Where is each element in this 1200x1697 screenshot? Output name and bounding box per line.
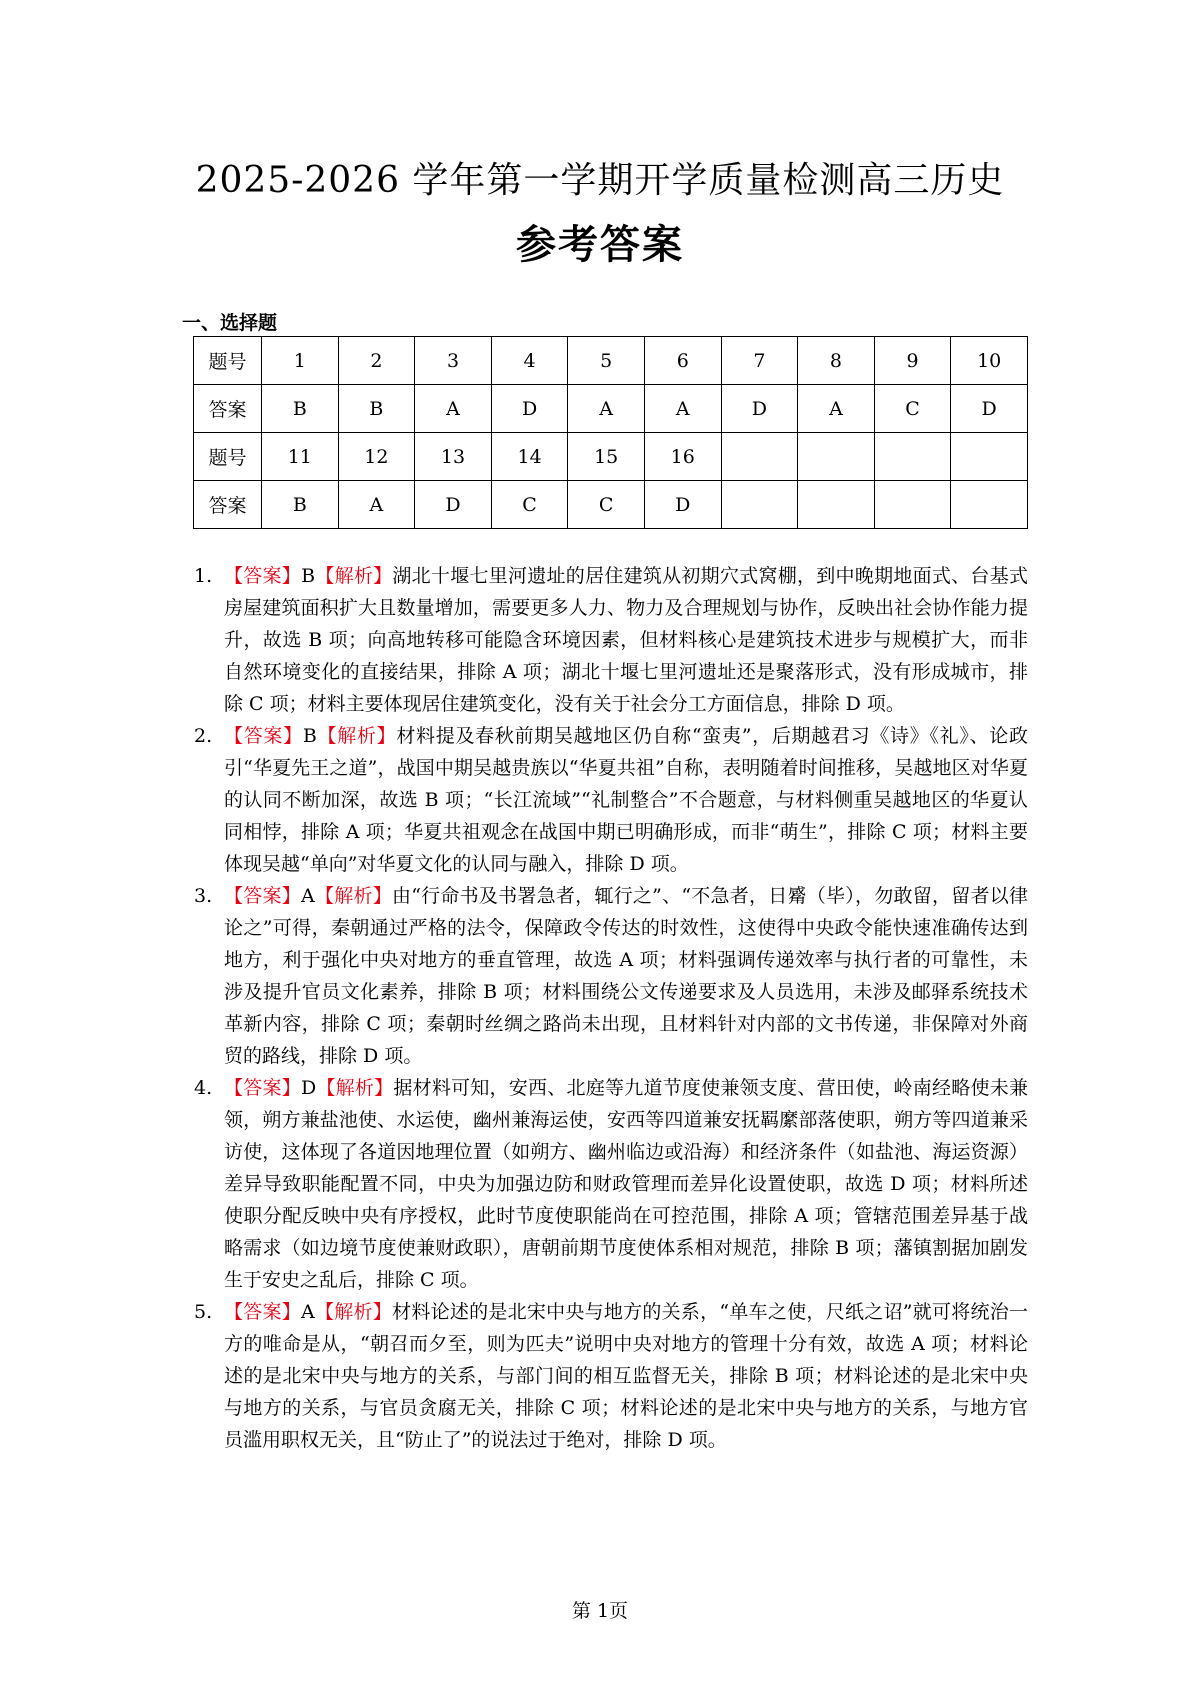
table-cell: A bbox=[644, 385, 721, 433]
table-cell bbox=[951, 481, 1028, 529]
question-number: 3. bbox=[194, 885, 213, 907]
analysis-tag: 【解析】 bbox=[314, 1301, 393, 1323]
table-cell: 6 bbox=[644, 337, 721, 385]
section-heading: 一、选择题 bbox=[182, 312, 278, 334]
answer-tag: 【答案】 bbox=[224, 1301, 302, 1323]
explanation-item-4 bbox=[194, 1072, 1028, 1296]
question-number: 1. bbox=[194, 565, 213, 587]
table-cell: D bbox=[415, 481, 492, 529]
table-cell: C bbox=[874, 385, 951, 433]
answer-tag: 【答案】 bbox=[224, 1077, 301, 1099]
table-cell: 7 bbox=[721, 337, 798, 385]
table-cell: D bbox=[721, 385, 798, 433]
table-cell: 11 bbox=[262, 433, 339, 481]
answer-table bbox=[193, 336, 1028, 529]
analysis-text: 据材料可知，安西、北庭等九道节度使兼领支度、营田使，岭南经略使未兼领，朔方兼盐池使、水运使，幽州兼海运使，安西等四道兼安抚羁縻部落使职，朔方等四道兼采访使，这体现了各道因地理位置（如朔方、幽州临边或沿海）和经济条件（如盐池、海运资源）差异导致职能配置不同，中央为加强边防和财政管理而差异化设置使职，故选 D 项；材料所述使职分配反映中央有序授权，此时节度使职能尚在可控范围，排除 A 项；管辖范围差异基于战略需求（如边境节度使兼财政职），唐朝前期节度使体系相对规范，排除 B 项；藩镇割据加剧发生于安史之乱后，排除 C 项。 bbox=[224, 1077, 1028, 1291]
table-cell: 16 bbox=[644, 433, 721, 481]
table-cell: 4 bbox=[491, 337, 568, 385]
question-number: 2. bbox=[194, 725, 213, 747]
table-cell: C bbox=[491, 481, 568, 529]
table-cell bbox=[874, 433, 951, 481]
analysis-tag: 【解析】 bbox=[316, 725, 397, 747]
row-label-question: 题号 bbox=[194, 337, 262, 385]
explanation-item-1 bbox=[194, 560, 1028, 720]
table-row-answers-1 bbox=[194, 385, 1028, 433]
table-cell bbox=[951, 433, 1028, 481]
table-cell bbox=[798, 481, 875, 529]
table-cell: 3 bbox=[415, 337, 492, 385]
answer-letter: A bbox=[301, 1301, 315, 1323]
table-row-question-numbers-1 bbox=[194, 337, 1028, 385]
table-cell: 1 bbox=[262, 337, 339, 385]
answer-letter: B bbox=[301, 565, 316, 587]
row-label-answer: 答案 bbox=[194, 385, 262, 433]
table-cell bbox=[798, 433, 875, 481]
table-cell: 12 bbox=[338, 433, 415, 481]
table-cell: 9 bbox=[874, 337, 951, 385]
table-cell: 10 bbox=[951, 337, 1028, 385]
table-cell bbox=[721, 481, 798, 529]
table-row-answers-2 bbox=[194, 481, 1028, 529]
analysis-tag: 【解析】 bbox=[316, 1077, 394, 1099]
table-cell: 14 bbox=[491, 433, 568, 481]
explanation-item-5 bbox=[194, 1296, 1028, 1456]
table-cell bbox=[874, 481, 951, 529]
table-cell: D bbox=[951, 385, 1028, 433]
answer-tag: 【答案】 bbox=[224, 725, 303, 747]
table-cell: 5 bbox=[568, 337, 645, 385]
table-cell: A bbox=[415, 385, 492, 433]
answer-letter: B bbox=[302, 725, 317, 747]
table-cell: 15 bbox=[568, 433, 645, 481]
analysis-tag: 【解析】 bbox=[315, 565, 393, 587]
table-row-question-numbers-2 bbox=[194, 433, 1028, 481]
table-cell: B bbox=[338, 385, 415, 433]
answer-letter: A bbox=[300, 885, 315, 907]
answer-tag: 【答案】 bbox=[224, 885, 301, 907]
table-cell: A bbox=[568, 385, 645, 433]
table-cell: A bbox=[338, 481, 415, 529]
analysis-text: 材料论述的是北宋中央与地方的关系，“单车之使，尺纸之诏”就可将统治一方的唯命是从，“朝召而夕至，则为匹夫”说明中央对地方的管理十分有效，故选 A 项；材料论述的是北宋中央与地方的关系，与部门间的相互监督无关，排除 B 项；材料论述的是北宋中央与地方的关系，与官员贪腐无关，排除 C 项；材料论述的是北宋中央与地方的关系，与地方官员滥用职权无关，且“防止了”的说法过于绝对，排除 D 项。 bbox=[224, 1301, 1028, 1451]
table-cell: B bbox=[262, 481, 339, 529]
table-cell: D bbox=[644, 481, 721, 529]
explanation-list bbox=[194, 560, 1028, 1456]
page-subtitle: 参考答案 bbox=[516, 221, 684, 268]
table-cell: C bbox=[568, 481, 645, 529]
table-cell: 13 bbox=[415, 433, 492, 481]
row-label-question: 题号 bbox=[194, 433, 262, 481]
table-cell bbox=[721, 433, 798, 481]
answer-tag: 【答案】 bbox=[224, 565, 302, 587]
table-cell: B bbox=[262, 385, 339, 433]
answer-letter: D bbox=[300, 1077, 317, 1099]
page-title: 2025-2026 学年第一学期开学质量检测高三历史 bbox=[195, 160, 1005, 201]
row-label-answer: 答案 bbox=[194, 481, 262, 529]
table-cell: A bbox=[798, 385, 875, 433]
page-number: 第 1页 bbox=[571, 1600, 629, 1622]
analysis-text: 湖北十堰七里河遗址的居住建筑从初期穴式窝棚，到中晚期地面式、台基式房屋建筑面积扩大且数量增加，需要更多人力、物力及合理规划与协作，反映出社会协作能力提升，故选 B 项；向高地转移可能隐含环境因素，但材料核心是建筑技术进步与规模扩大，而非自然环境变化的直接结果，排除 A 项；湖北十堰七里河遗址还是聚落形式，没有形成城市，排除 C 项；材料主要体现居住建筑变化，没有关于社会分工方面信息，排除 D 项。 bbox=[224, 565, 1028, 715]
question-number: 4. bbox=[194, 1077, 213, 1099]
analysis-text: 由“行命书及书署急者，辄行之”、“不急者，日觱（毕），勿敢留，留者以律论之”可得，秦朝通过严格的法令，保障政令传达的时效性，这使得中央政令能快速准确传达到地方，利于强化中央对地方的垂直管理，故选 A 项；材料强调传递效率与执行者的可靠性，未涉及提升官员文化素养，排除 B 项；材料围绕公文传递要求及人员选用，未涉及邮驿系统技术革新内容，排除 C 项；秦朝时丝绸之路尚未出现，且材料针对内部的文书传递，非保障对外商贸的路线，排除 D 项。 bbox=[224, 885, 1028, 1067]
table-cell: D bbox=[491, 385, 568, 433]
explanation-item-3 bbox=[194, 880, 1028, 1072]
table-cell: 8 bbox=[798, 337, 875, 385]
table-cell: 2 bbox=[338, 337, 415, 385]
analysis-tag: 【解析】 bbox=[314, 885, 392, 907]
explanation-item-2 bbox=[194, 720, 1028, 880]
analysis-text: 材料提及春秋前期吴越地区仍自称“蛮夷”，后期越君习《诗》《礼》、论政引“华夏先王之道”，战国中期吴越贵族以“华夏共祖”自称，表明随着时间推移，吴越地区对华夏的认同不断加深，故选 B 项；“长江流域”“礼制整合”不合题意，与材料侧重吴越地区的华夏认同相悖，排除 A 项；华夏共祖观念在战国中期已明确形成，而非“萌生”，排除 C 项；材料主要体现吴越“单向”对华夏文化的认同与融入，排除 D 项。 bbox=[224, 725, 1028, 875]
question-number: 5. bbox=[194, 1301, 213, 1323]
